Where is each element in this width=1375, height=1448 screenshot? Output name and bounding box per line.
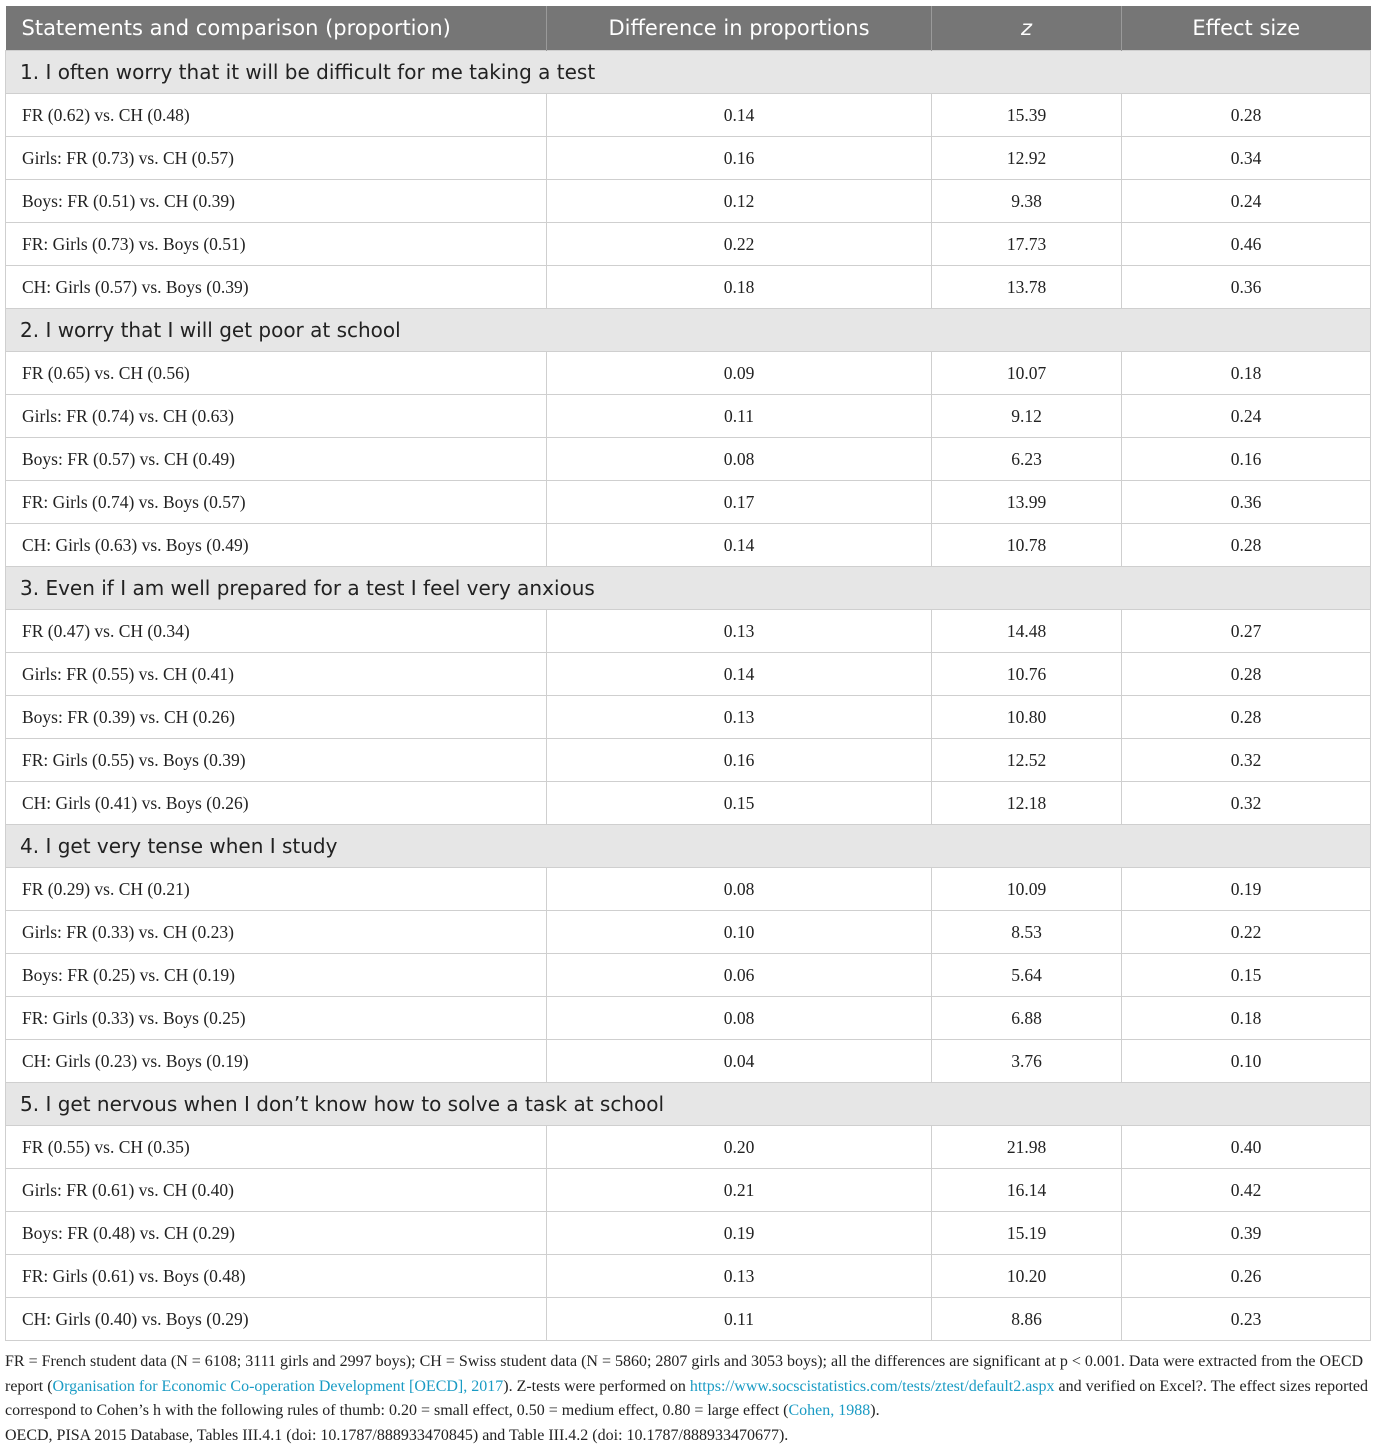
effect-size-cell: 0.19 [1122, 868, 1371, 911]
effect-size-cell: 0.18 [1122, 997, 1371, 1040]
difference-cell: 0.09 [547, 352, 932, 395]
z-cell: 15.19 [932, 1212, 1122, 1255]
effect-size-cell: 0.46 [1122, 223, 1371, 266]
section-title: 1. I often worry that it will be difficult for me taking a test [6, 51, 1371, 94]
table-row [6, 180, 1371, 223]
comparison-cell: FR: Girls (0.55) vs. Boys (0.39) [6, 739, 547, 782]
difference-cell: 0.11 [547, 1298, 932, 1341]
difference-cell: 0.13 [547, 610, 932, 653]
table-row [6, 782, 1371, 825]
z-cell: 9.38 [932, 180, 1122, 223]
section-row [6, 51, 1371, 94]
table-row [6, 954, 1371, 997]
z-cell: 6.23 [932, 438, 1122, 481]
difference-cell: 0.16 [547, 739, 932, 782]
comparison-cell: Girls: FR (0.33) vs. CH (0.23) [6, 911, 547, 954]
table-row [6, 223, 1371, 266]
z-cell: 17.73 [932, 223, 1122, 266]
comparison-cell: FR (0.65) vs. CH (0.56) [6, 352, 547, 395]
table-row [6, 1298, 1371, 1341]
table-row [6, 1255, 1371, 1298]
footnote-text-4: ). [870, 1402, 880, 1419]
section-row [6, 1083, 1371, 1126]
comparison-cell: FR (0.62) vs. CH (0.48) [6, 94, 547, 137]
difference-cell: 0.06 [547, 954, 932, 997]
header-row [6, 6, 1371, 51]
z-cell: 6.88 [932, 997, 1122, 1040]
effect-size-cell: 0.18 [1122, 352, 1371, 395]
comparison-cell: Boys: FR (0.25) vs. CH (0.19) [6, 954, 547, 997]
z-cell: 10.76 [932, 653, 1122, 696]
comparison-cell: Girls: FR (0.73) vs. CH (0.57) [6, 137, 547, 180]
difference-cell: 0.16 [547, 137, 932, 180]
comparison-cell: FR: Girls (0.74) vs. Boys (0.57) [6, 481, 547, 524]
effect-size-cell: 0.23 [1122, 1298, 1371, 1341]
effect-size-cell: 0.40 [1122, 1126, 1371, 1169]
comparison-cell: FR: Girls (0.33) vs. Boys (0.25) [6, 997, 547, 1040]
table-row [6, 481, 1371, 524]
comparison-cell: FR (0.55) vs. CH (0.35) [6, 1126, 547, 1169]
difference-cell: 0.10 [547, 911, 932, 954]
comparison-cell: FR (0.47) vs. CH (0.34) [6, 610, 547, 653]
cohen-citation-link[interactable]: Cohen, 1988 [788, 1402, 871, 1419]
difference-cell: 0.11 [547, 395, 932, 438]
effect-size-cell: 0.28 [1122, 524, 1371, 567]
difference-cell: 0.08 [547, 438, 932, 481]
effect-size-cell: 0.34 [1122, 137, 1371, 180]
difference-cell: 0.17 [547, 481, 932, 524]
section-row [6, 309, 1371, 352]
difference-cell: 0.14 [547, 94, 932, 137]
table-row [6, 266, 1371, 309]
effect-size-cell: 0.16 [1122, 438, 1371, 481]
z-cell: 12.52 [932, 739, 1122, 782]
oecd-citation-link[interactable]: Organisation for Economic Co-operation Development [OECD], 2017 [52, 1377, 504, 1395]
header-difference: Difference in proportions [547, 6, 932, 51]
table-row [6, 94, 1371, 137]
z-cell: 10.20 [932, 1255, 1122, 1298]
section-title: 5. I get nervous when I don’t know how to solve a task at school [6, 1083, 1371, 1126]
table-row [6, 1169, 1371, 1212]
effect-size-cell: 0.28 [1122, 653, 1371, 696]
z-cell: 8.86 [932, 1298, 1122, 1341]
comparison-cell: Boys: FR (0.48) vs. CH (0.29) [6, 1212, 547, 1255]
z-cell: 9.12 [932, 395, 1122, 438]
z-cell: 16.14 [932, 1169, 1122, 1212]
difference-cell: 0.14 [547, 653, 932, 696]
z-cell: 13.78 [932, 266, 1122, 309]
difference-cell: 0.14 [547, 524, 932, 567]
effect-size-cell: 0.28 [1122, 94, 1371, 137]
effect-size-cell: 0.36 [1122, 481, 1371, 524]
comparison-cell: Girls: FR (0.61) vs. CH (0.40) [6, 1169, 547, 1212]
comparison-cell: CH: Girls (0.63) vs. Boys (0.49) [6, 524, 547, 567]
table-body [6, 51, 1371, 1341]
z-cell: 14.48 [932, 610, 1122, 653]
difference-cell: 0.13 [547, 1255, 932, 1298]
ztest-url-link[interactable]: https://www.socscistatistics.com/tests/ztest/default2.aspx [689, 1377, 1055, 1395]
footnote-text-1: FR = French student data (N = 6108; 3111 girls and 2997 boys); CH = Swiss student data (N = 5860; 2807 girls and 3053 boys); all the differences are significant at p < 0.001. Data were extracted from the OECD report ( [5, 1353, 1364, 1395]
effect-size-cell: 0.39 [1122, 1212, 1371, 1255]
comparison-cell: Boys: FR (0.39) vs. CH (0.26) [6, 696, 547, 739]
section-title: 4. I get very tense when I study [6, 825, 1371, 868]
comparison-cell: FR (0.29) vs. CH (0.21) [6, 868, 547, 911]
header-effect-size: Effect size [1122, 6, 1371, 51]
effect-size-cell: 0.32 [1122, 782, 1371, 825]
footnote-text-3: and verified on Excel?. The effect sizes reported correspond to Cohen’s h with the following rules of thumb: 0.20 = small effect, 0.50 = medium effect, 0.80 = large effect ( [5, 1377, 1369, 1419]
effect-size-cell: 0.24 [1122, 180, 1371, 223]
difference-cell: 0.18 [547, 266, 932, 309]
z-cell: 15.39 [932, 94, 1122, 137]
table-row [6, 352, 1371, 395]
z-cell: 10.78 [932, 524, 1122, 567]
z-cell: 10.09 [932, 868, 1122, 911]
comparison-cell: CH: Girls (0.40) vs. Boys (0.29) [6, 1298, 547, 1341]
comparison-cell: CH: Girls (0.23) vs. Boys (0.19) [6, 1040, 547, 1083]
table-row [6, 610, 1371, 653]
table-row [6, 137, 1371, 180]
effect-size-cell: 0.24 [1122, 395, 1371, 438]
table-row [6, 438, 1371, 481]
comparison-cell: FR: Girls (0.73) vs. Boys (0.51) [6, 223, 547, 266]
header-z: z [932, 6, 1122, 51]
effect-size-cell: 0.22 [1122, 911, 1371, 954]
difference-cell: 0.12 [547, 180, 932, 223]
table-row [6, 739, 1371, 782]
difference-cell: 0.22 [547, 223, 932, 266]
table-row [6, 911, 1371, 954]
footnote-text-2: ). Z-tests were performed on [503, 1377, 690, 1395]
table-row [6, 997, 1371, 1040]
table-row [6, 1040, 1371, 1083]
effect-size-cell: 0.32 [1122, 739, 1371, 782]
table-row [6, 696, 1371, 739]
table-row [6, 1212, 1371, 1255]
header-statements: Statements and comparison (proportion) [6, 6, 547, 51]
results-table [5, 6, 1371, 1341]
section-title: 3. Even if I am well prepared for a test I feel very anxious [6, 567, 1371, 610]
difference-cell: 0.15 [547, 782, 932, 825]
comparison-cell: Girls: FR (0.55) vs. CH (0.41) [6, 653, 547, 696]
table-container [5, 6, 1370, 1448]
z-cell: 3.76 [932, 1040, 1122, 1083]
difference-cell: 0.04 [547, 1040, 932, 1083]
z-cell: 21.98 [932, 1126, 1122, 1169]
table-row [6, 524, 1371, 567]
comparison-cell: CH: Girls (0.57) vs. Boys (0.39) [6, 266, 547, 309]
effect-size-cell: 0.36 [1122, 266, 1371, 309]
difference-cell: 0.08 [547, 868, 932, 911]
difference-cell: 0.13 [547, 696, 932, 739]
section-title: 2. I worry that I will get poor at school [6, 309, 1371, 352]
effect-size-cell: 0.26 [1122, 1255, 1371, 1298]
z-cell: 12.92 [932, 137, 1122, 180]
comparison-cell: FR: Girls (0.61) vs. Boys (0.48) [6, 1255, 547, 1298]
z-cell: 12.18 [932, 782, 1122, 825]
section-row [6, 825, 1371, 868]
effect-size-cell: 0.15 [1122, 954, 1371, 997]
effect-size-cell: 0.28 [1122, 696, 1371, 739]
table-row [6, 868, 1371, 911]
difference-cell: 0.19 [547, 1212, 932, 1255]
comparison-cell: Boys: FR (0.51) vs. CH (0.39) [6, 180, 547, 223]
z-cell: 10.07 [932, 352, 1122, 395]
z-cell: 8.53 [932, 911, 1122, 954]
difference-cell: 0.20 [547, 1126, 932, 1169]
comparison-cell: Boys: FR (0.57) vs. CH (0.49) [6, 438, 547, 481]
difference-cell: 0.08 [547, 997, 932, 1040]
table-row [6, 395, 1371, 438]
z-cell: 5.64 [932, 954, 1122, 997]
footnote-source: OECD, PISA 2015 Database, Tables III.4.1 (doi: 10.1787/888933470845) and Table III.4.2 (doi: 10.1787/888933470677). [5, 1426, 789, 1444]
comparison-cell: Girls: FR (0.74) vs. CH (0.63) [6, 395, 547, 438]
difference-cell: 0.21 [547, 1169, 932, 1212]
effect-size-cell: 0.42 [1122, 1169, 1371, 1212]
effect-size-cell: 0.10 [1122, 1040, 1371, 1083]
z-cell: 10.80 [932, 696, 1122, 739]
z-cell: 13.99 [932, 481, 1122, 524]
comparison-cell: CH: Girls (0.41) vs. Boys (0.26) [6, 782, 547, 825]
table-footnote [5, 1350, 1370, 1448]
effect-size-cell: 0.27 [1122, 610, 1371, 653]
section-row [6, 567, 1371, 610]
table-row [6, 1126, 1371, 1169]
table-row [6, 653, 1371, 696]
